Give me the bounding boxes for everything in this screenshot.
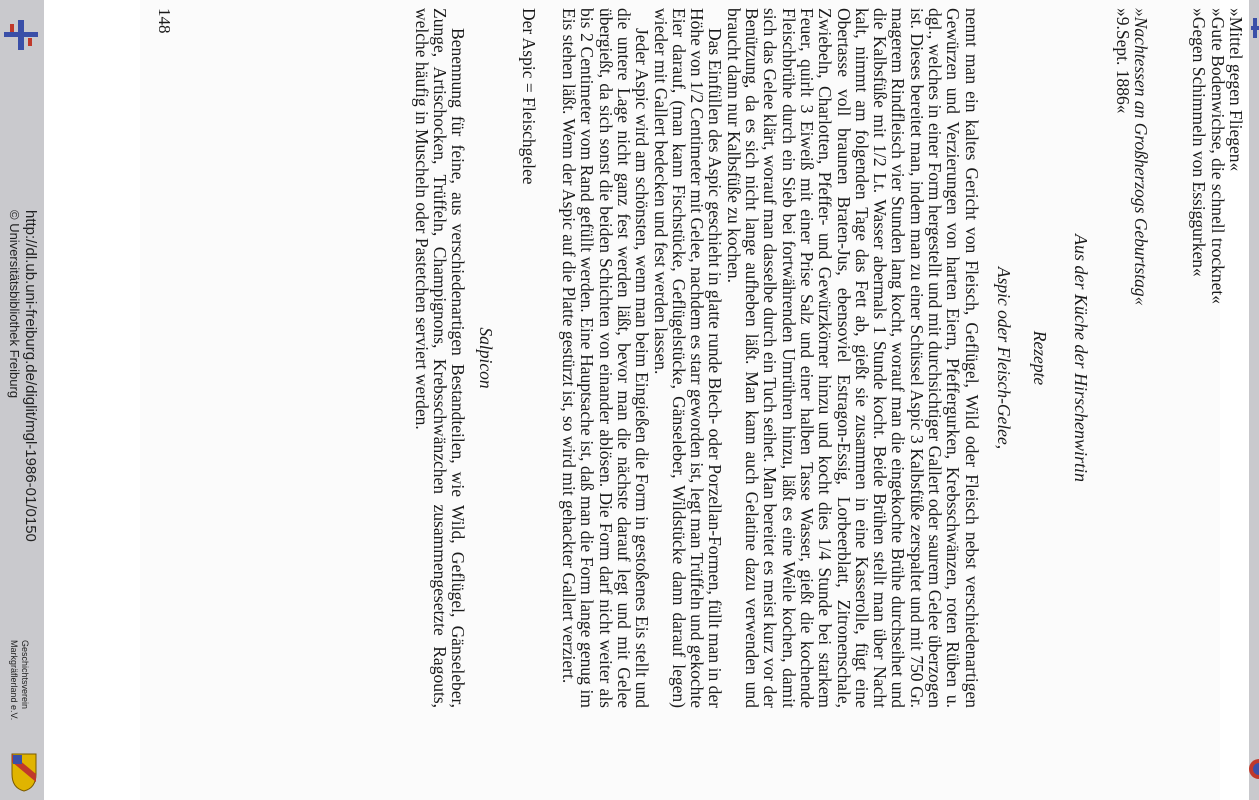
quote-line: »Gute Bodenwichse, die schnell trocknet« — [1207, 8, 1228, 304]
society-label — [8, 640, 30, 720]
library-citation — [6, 210, 38, 542]
scanned-page — [155, 8, 1245, 708]
recipes-heading: Rezepte — [1030, 330, 1051, 386]
einfuellen-paragraph: Das Einfüllen des Aspic geschieht in glatte runde Blech- oder Porzellan-Formen, füllt man in der Höhe von 1/2 Centimeter mit Gelee, nachdem es starr geworden ist, legt man Trüffeln und gekochte Eier darauf, (man kann Fischstücke, Geflügelstücke, Gänseleber, Wildstücke dann darauf legen) wieder mit Gallert bedecken und fest werden lassen. — [650, 8, 726, 708]
quote-list — [1190, 8, 1245, 708]
nachtessen-title: »Nachtessen an Großherzogs Geburtstag« — [1131, 8, 1152, 306]
salpicon-heading: Salpicon — [476, 327, 497, 389]
citation-url[interactable]: http://dl.ub.uni-freiburg.de/diglit/mgl-1986-01/0150 — [22, 210, 39, 542]
seal-fragment-icon — [1249, 756, 1259, 782]
right-edge-strip — [1249, 0, 1259, 800]
coat-of-arms-icon — [10, 752, 38, 792]
society-line-2: Markgräflerland e.V. — [9, 640, 19, 721]
salpicon-paragraph: Benennung für feine, aus verschiedenartigen Bestandteilen, wie Wild, Geflügel, Gänseleber, Zunge, Artischocken, Trüffeln, Champignons, Krebsschwänzchen zusammengesetzte Ragouts, welche häufig in Muscheln oder Pastetchen serviert werden. — [411, 8, 469, 708]
aspic-paragraph: nennt man ein kaltes Gericht von Fleisch, Geflügel, Wild oder Fleisch nebst verschiedenartigen Gewürzen und Verzierungen von harten Eiern, Pfeffergurken, Krebsschwänzen, roten Rüben u. dgl., welches in einer Form hergestellt und mit durchsichtiger Gallert oder saurem Gelee überzogen ist. Dieses bereitet man, indem man zu einer Schüssel Aspic 3 Kalbsfüße zerspaltet und mit 750 Gr. magerem Rindfleisch vier Stunden lang kocht, worauf man die eingekochte Brühe durchseihet und die Kalbsfüße mit 1/2 Lt. Wasser abermals 1 Stunde kocht. Beide Brühen stellt man über Nacht kalt, nimmt am folgenden Tage das Fett ab, gießt sie zusammen in eine Kasserolle, fügt eine Obertasse voll braunen Braten-Jus, ebensoviel Estragon-Essig, Lorbeerblatt, Zitronenschale, Zwiebeln, Charlotten, Pfeffer- und Gewürzkörner hinzu und kocht dies 1/4 Stunde bei starkem Feuer, quirlt 3 Eiweiß mit einer Prise Salz und einer halben Tasse Wasser, gießt die kochende Fleischbrühe durch ein Sieb bei fortwährenden Umrühren hinzu, läßt es eine Weile kochen, damit sich das Gelee klärt, worauf man dasselbe durch ein Tuch seihet. Man bereitet es meist kurz vor der Benützung, da es sich nicht lange aufheben läßt. Man kann auch Gelatine dazu verwenden und braucht dann nur Kalbsfüße zu kochen. — [723, 8, 982, 708]
aspic-definition: Der Aspic = Fleischgelee — [518, 8, 539, 185]
library-sidebar — [0, 0, 44, 800]
university-logo-icon — [4, 20, 38, 50]
jeder-aspic-paragraph: Jeder Aspic wird am schönsten, wenn man beim Eingießen die Form in gestoßenes Eis stellt und die untere Lage nicht ganz fest werden läßt, bevor man die nächste darauf legt und mit Gelee übergießt, da sich sonst die beiden Schichten von einander ablösen. Die Form darf nicht weiter als bis 2 Centimeter vom Rand gefüllt werden. Eine Hauptsache ist, daß man die Form lange genug im Eis stehen läßt. Wenn der Aspic auf die Platte gestürzt ist, so wird mit gehackter Gallert verziert. — [559, 8, 653, 708]
section-heading: Aus der Küche der Hirschenwirtin — [1070, 234, 1091, 482]
nachtessen-date: »9.Sept. 1886« — [1112, 8, 1133, 114]
copyright-notice: © Universitätsbibliothek Freiburg — [7, 210, 22, 399]
society-line-1: Geschichtsverein — [20, 640, 30, 710]
quote-line: »Mittel gegen Fliegen« — [1226, 8, 1246, 172]
page-number: 148 — [155, 8, 175, 34]
logo-fragment-icon — [1251, 18, 1259, 38]
quote-line: »Gegen Schimmeln von Essiggurken« — [1189, 8, 1210, 277]
recipe-title: Aspic oder Fleisch-Gelee, — [993, 266, 1014, 450]
